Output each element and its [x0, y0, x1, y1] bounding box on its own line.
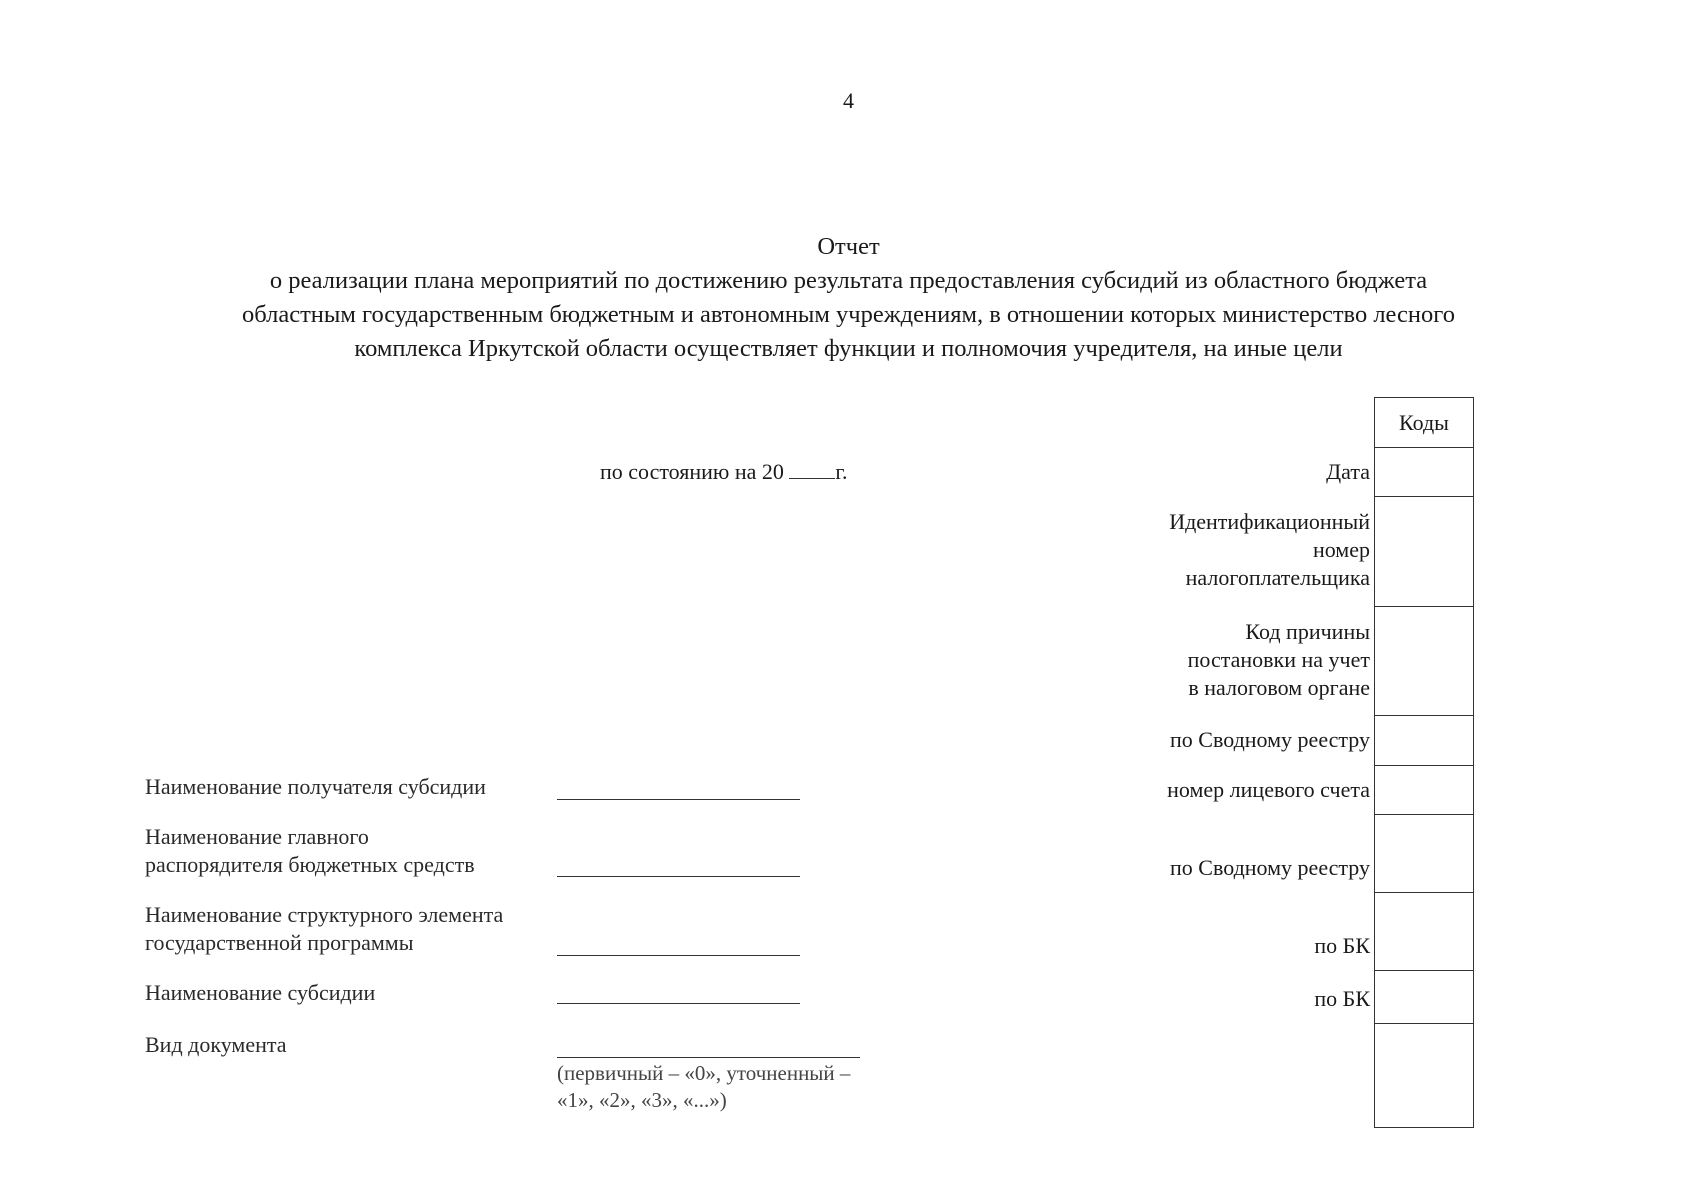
field-label-subsidy: Наименование субсидии — [145, 980, 376, 1005]
code-cell-bk-1 — [1375, 893, 1474, 971]
field-label-manager — [145, 823, 475, 879]
code-label-account: номер лицевого счета — [1167, 777, 1370, 802]
field-label-manager-line-1: Наименование главного — [145, 824, 369, 849]
field-line-manager — [557, 876, 800, 877]
field-label-program-line-2: государственной программы — [145, 930, 414, 955]
field-label-doc-type: Вид документа — [145, 1032, 287, 1057]
code-label-kpp-line-2: постановки на учет — [1187, 647, 1370, 672]
code-label-registry-1: по Сводному реестру — [1170, 727, 1370, 752]
field-line-recipient — [557, 799, 800, 800]
field-line-program — [557, 955, 800, 956]
code-label-inn-line-3: налогоплательщика — [1185, 565, 1370, 590]
doc-type-hint — [557, 1060, 850, 1114]
code-label-inn-line-2: номер — [1312, 537, 1370, 562]
report-heading: Отчет — [817, 233, 880, 260]
code-cell-doc-type — [1375, 1024, 1474, 1128]
code-cell-registry-1 — [1375, 716, 1474, 766]
code-label-kpp — [1188, 618, 1370, 702]
code-cell-bk-2 — [1375, 971, 1474, 1024]
report-title-line-1: о реализации плана мероприятий по достижению результата предоставления субсидий из областного бюджета — [269, 267, 1428, 294]
code-label-registry-2: по Сводному реестру — [1170, 855, 1370, 880]
field-label-program — [145, 901, 503, 957]
codes-table — [1374, 397, 1474, 1128]
field-label-manager-line-2: распорядителя бюджетных средств — [145, 852, 475, 877]
code-label-inn-line-1: Идентификационный — [1169, 509, 1370, 534]
code-cell-inn — [1375, 497, 1474, 607]
doc-type-hint-line-2: «1», «2», «3», «...») — [557, 1088, 727, 1112]
as-of-prefix: по состоянию на 20 — [600, 459, 784, 484]
code-label-bk-1: по БК — [1314, 933, 1370, 958]
as-of-date — [600, 458, 1020, 485]
code-label-date: Дата — [1326, 459, 1370, 484]
code-cell-registry-2 — [1375, 815, 1474, 893]
code-cell-date — [1375, 448, 1474, 497]
report-title-line-3: комплекса Иркутской области осуществляет функции и полномочия учредителя, на иные цели — [354, 335, 1343, 362]
code-cell-account — [1375, 766, 1474, 815]
code-label-inn — [1169, 508, 1370, 592]
code-label-kpp-line-1: Код причины — [1245, 619, 1370, 644]
field-line-doc-type — [557, 1057, 860, 1058]
field-label-recipient: Наименование получателя субсидии — [145, 774, 486, 799]
code-label-bk-2: по БК — [1314, 986, 1370, 1011]
field-line-subsidy — [557, 1003, 800, 1004]
field-label-program-line-1: Наименование структурного элемента — [145, 902, 504, 927]
codes-header: Коды — [1375, 398, 1474, 448]
doc-type-hint-line-1: (первичный – «0», уточненный – — [557, 1061, 851, 1085]
as-of-suffix: г. — [835, 459, 848, 484]
year-blank — [789, 458, 835, 479]
report-title-line-2: областным государственным бюджетным и автономным учреждениям, в отношении которых министерство лесного — [242, 301, 1455, 328]
page-number: 4 — [843, 88, 854, 113]
code-cell-kpp — [1375, 607, 1474, 716]
report-title — [120, 230, 1577, 366]
code-label-kpp-line-3: в налоговом органе — [1188, 675, 1370, 700]
